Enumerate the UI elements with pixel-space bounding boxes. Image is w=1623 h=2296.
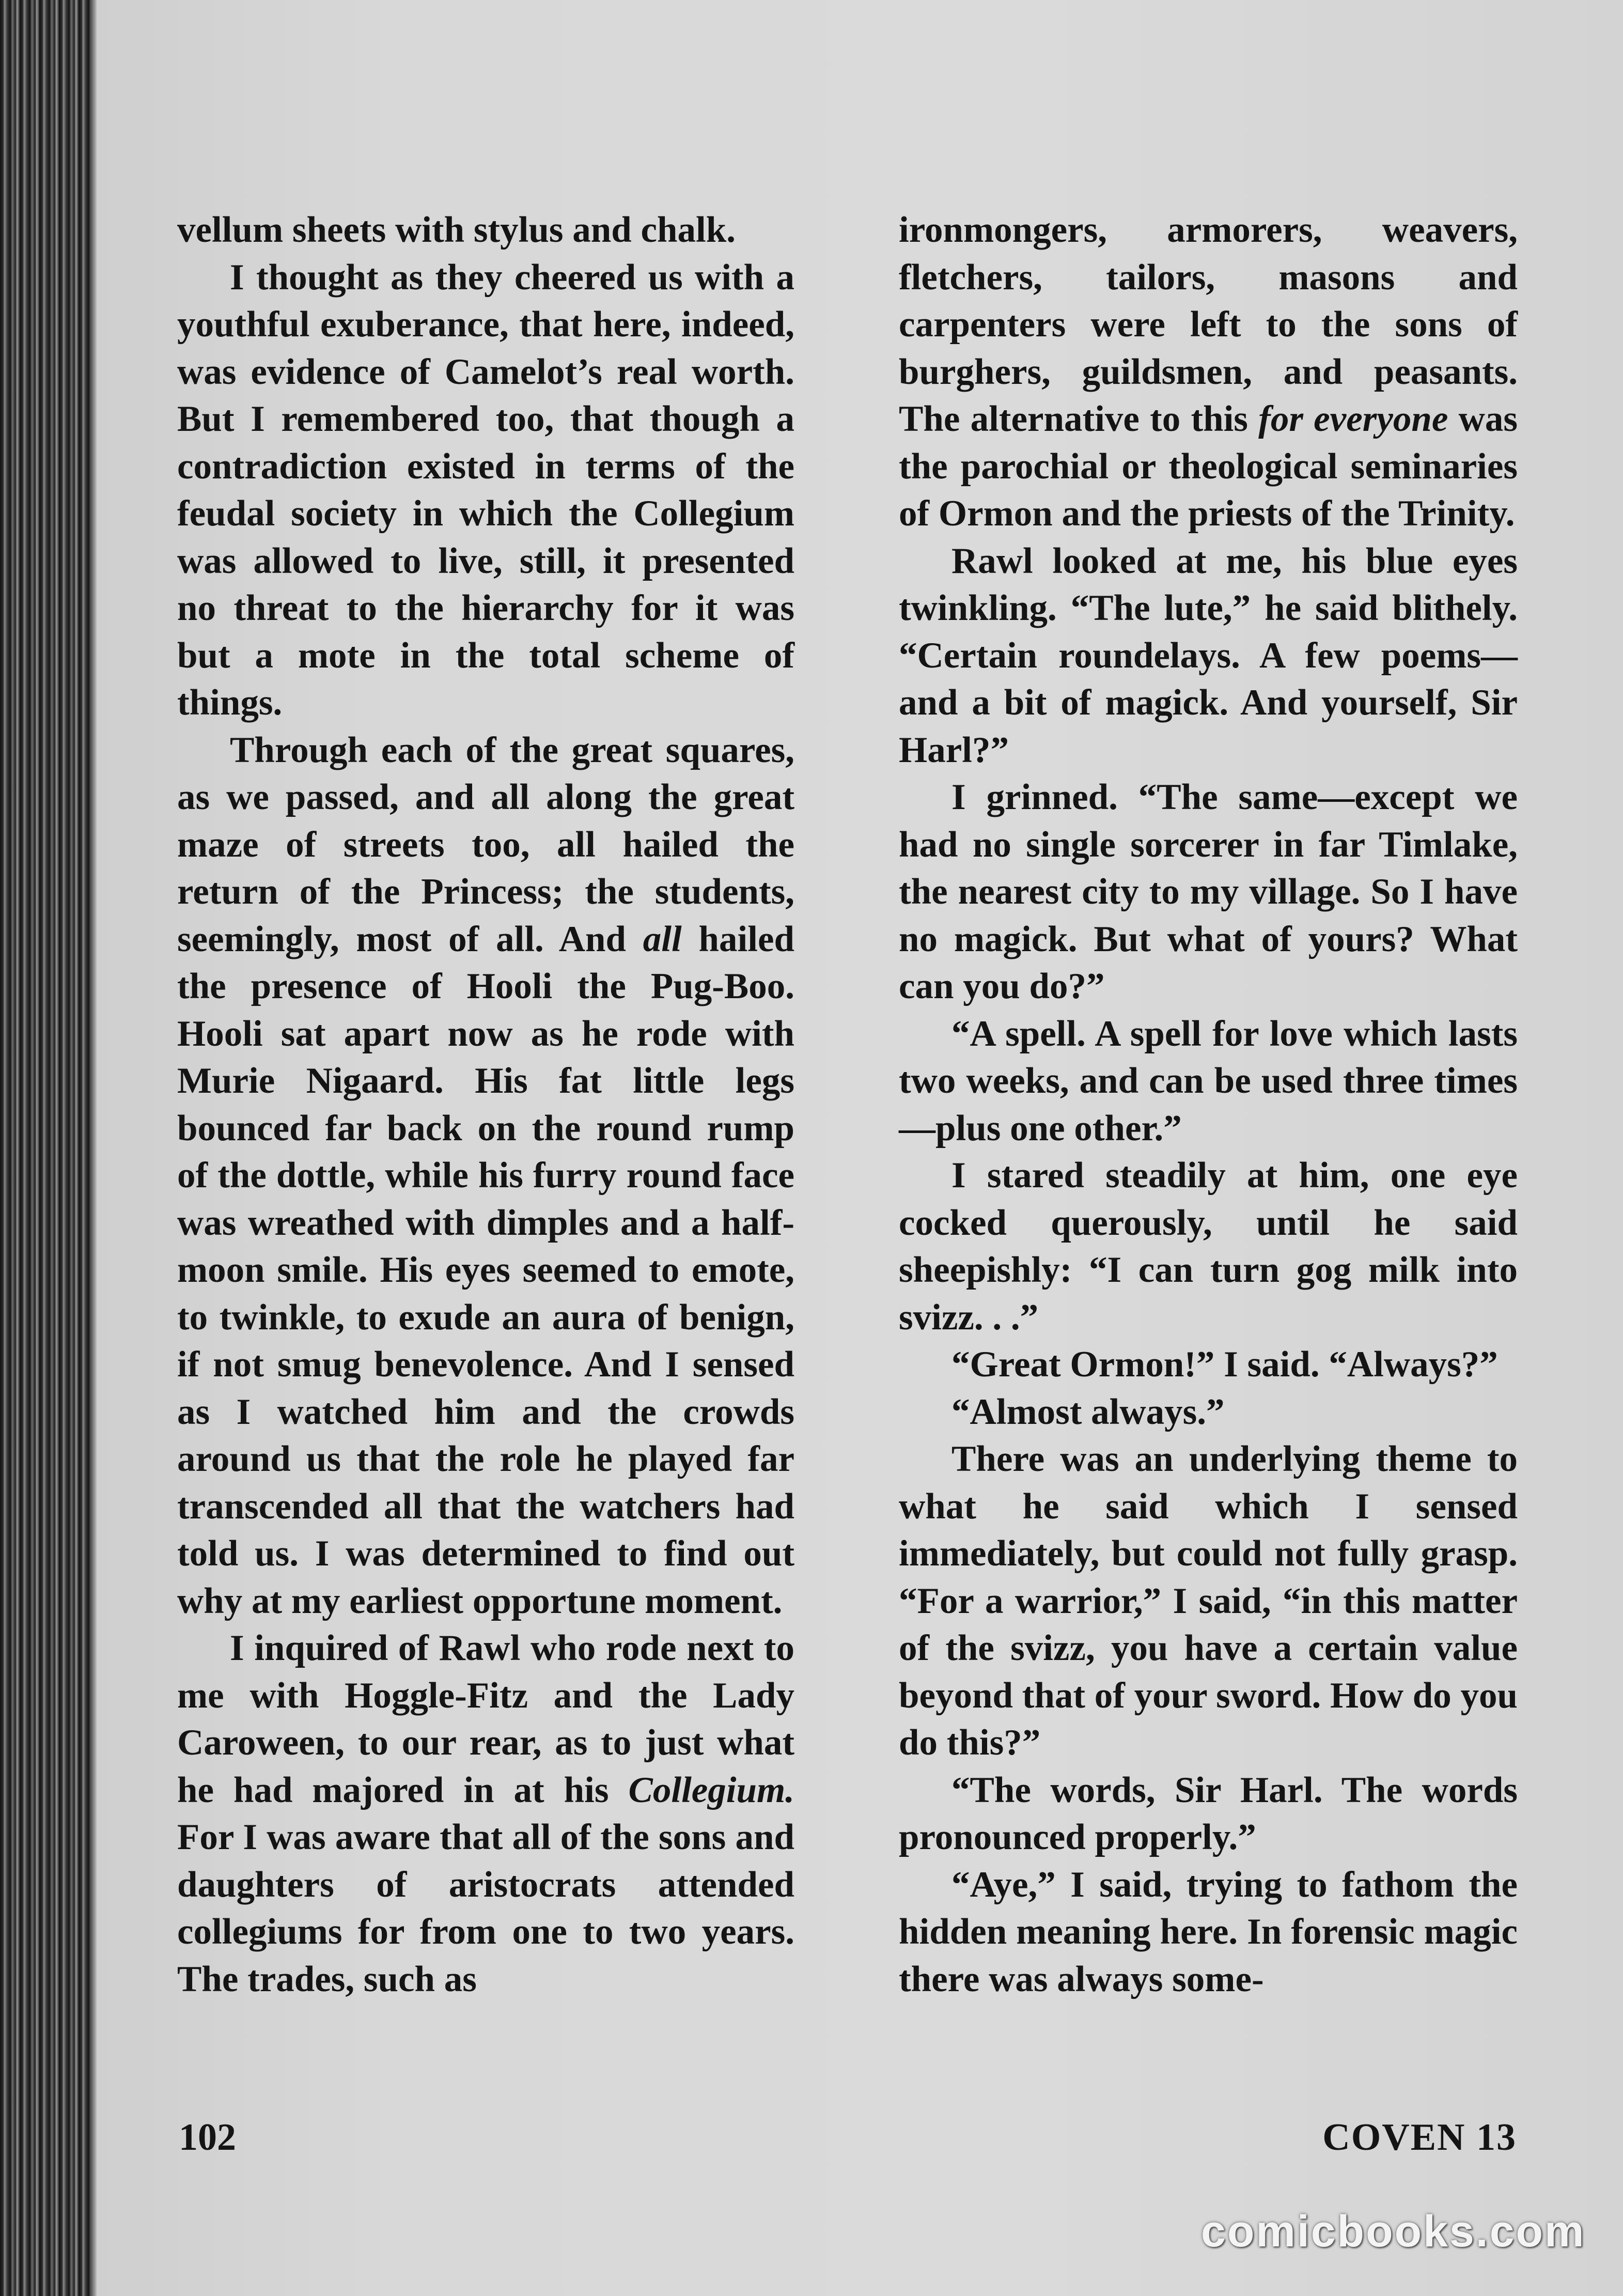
- paragraph-text: hailed the presence of Hooli the Pug-Boo. Hooli sat apart now as he rode with Murie Nigaard. His fat little legs bounced far back on the round rump of the dottle, while his furry round face was wreathed with dimples and a half-moon smile. His eyes seemed to emote, to twinkle, to exude an aura of benign, if not smug benevolence. And I sensed as I watched him and the crowds around us that the role he played far transcended all that the watchers had told us. I was determined to find out why at my earliest opportune moment.: [177, 919, 794, 1621]
- paragraph: I stared steadily at him, one eye cocked querously, until he said sheepishly: “I can turn gog milk into svizz. . .”: [899, 1155, 1518, 1338]
- paragraph: There was an underlying theme to what he said which I sensed immediately, but could not fully grasp. “For a warrior,” I said, “in this matter of the svizz, you have a certain value beyond that of your sword. How do you do this?”: [899, 1439, 1518, 1763]
- italic-emphasis: Collegium.: [628, 1770, 794, 1810]
- running-head: COVEN 13: [1322, 2116, 1517, 2159]
- paragraph-text: Through each of the great squares, as we passed, and all along the great maze of streets too, all hailed the return of the Princess; the students, seemingly, most of all. And: [177, 730, 794, 959]
- paragraph: “Almost always.”: [951, 1391, 1225, 1432]
- paragraph: “The words, Sir Harl. The words pronounced properly.”: [899, 1770, 1518, 1857]
- paragraph-text: I inquired of Rawl who rode next to me with Hoggle-Fitz and the Lady Caroween, to our rear, as to just what he had majored in at his: [177, 1628, 794, 1810]
- paragraph: [177, 727, 794, 1625]
- paragraph-text: was the parochial or theological seminaries of Ormon and the priests of the Trinity.: [899, 399, 1518, 534]
- paragraph: I grinned. “The same—except we had no single sorcerer in far Timlake, the nearest city to my village. So I have no magick. But what of yours? What can you do?”: [899, 777, 1518, 1006]
- book-binding: [0, 0, 90, 2296]
- italic-emphasis: for everyone: [1258, 399, 1448, 439]
- paragraph: Rawl looked at me, his blue eyes twinkling. “The lute,” he said blithely. “Certain roundelays. A few poems—and a bit of magick. And yourself, Sir Harl?”: [899, 540, 1518, 770]
- paragraph: [899, 207, 1518, 538]
- paragraph: “A spell. A spell for love which lasts two weeks, and can be used three times—plus one other.”: [899, 1013, 1518, 1149]
- paragraph: [177, 1625, 794, 2003]
- watermark: comicbooks.com: [1201, 2207, 1586, 2256]
- right-text-column: [899, 207, 1518, 2003]
- paragraph-text: For I was aware that all of the sons and daughters of aristocrats attended collegiums for from one to two years. The trades, such as: [177, 1817, 794, 1999]
- page-gutter-edge: [90, 0, 97, 2296]
- left-text-column: [177, 207, 794, 2003]
- paragraph: I thought as they cheered us with a youthful exuberance, that here, indeed, was evidence of Camelot’s real worth. But I remembered too, that though a contradiction existed in terms of the feudal society in which the Collegium was allowed to live, still, it presented no threat to the hierarchy for it was but a mote in the total scheme of things.: [177, 257, 794, 723]
- paragraph: “Great Ormon!” I said. “Always?”: [951, 1344, 1498, 1385]
- paragraph: “Aye,” I said, trying to fathom the hidden meaning here. In forensic magic there was always some-: [899, 1864, 1518, 1999]
- paragraph: vellum sheets with stylus and chalk.: [177, 210, 736, 250]
- page-number: 102: [179, 2116, 236, 2159]
- paragraph-text: ironmongers, armorers, weavers, fletchers, tailors, masons and carpenters were left to the sons of burghers, guildsmen, and peasants. The alternative to this: [899, 210, 1518, 439]
- italic-emphasis: all: [643, 919, 682, 959]
